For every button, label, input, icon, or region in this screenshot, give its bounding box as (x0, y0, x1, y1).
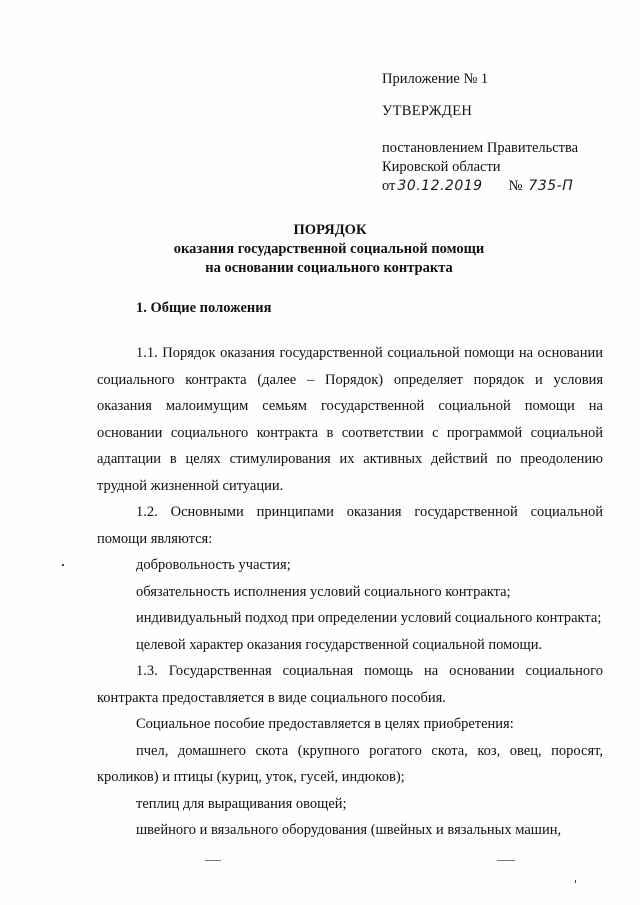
decree-line-2: Кировской области (382, 159, 501, 175)
date-prefix: от (382, 178, 396, 194)
approval-block (382, 70, 632, 196)
list-item-bees: пчел, домашнего скота (крупного рогатого скота, коз, овец, поросят, кроликов) и птицы (куриц, уток, гусей, индюков); (97, 742, 603, 785)
scan-speck (62, 564, 64, 566)
list-item-individual: индивидуальный подход при определении условий социального контракта; (136, 610, 602, 626)
decree-date-line (382, 177, 632, 196)
approved-label: УТВЕРЖДЕН (382, 103, 473, 119)
decree-number-label: № (508, 178, 523, 194)
scan-speck (575, 880, 576, 883)
list-item-sewing: швейного и вязального оборудования (швейных и вязальных машин, (136, 822, 562, 838)
section-heading: 1. Общие положения (136, 300, 272, 316)
document-subtitle-1: оказания государственной социальной помощи (173, 241, 485, 257)
document-subtitle-2: на основании социального контракта (205, 260, 453, 276)
scan-dash (205, 860, 221, 861)
document-body (97, 340, 603, 844)
decree-number: 735-П (528, 178, 574, 194)
document-title-block (0, 221, 640, 278)
decree-date: 30.12.2019 (397, 178, 483, 194)
list-item-mandatory: обязательность исполнения условий социального контракта; (136, 583, 511, 600)
scan-dash (497, 860, 515, 861)
paragraph-1-3: 1.3. Государственная социальная помощь на основании социального контракта предоставляется в виде социального пособия. (97, 663, 603, 706)
paragraph-1-1: 1.1. Порядок оказания государственной социальной помощи на основании социального контракта (далее – Порядок) определяет порядок и условия оказания малоимущим семьям государственной социальной помощи на основании социального контракта в соответствии с программой социальной адаптации в целях стимулирования их активных действий по преодолению трудной жизненной ситуации. (97, 345, 603, 494)
list-item-greenhouses: теплиц для выращивания овощей; (136, 795, 347, 812)
paragraph-purpose: Социальное пособие предоставляется в целях приобретения: (136, 716, 514, 732)
appendix-label: Приложение № 1 (382, 71, 489, 87)
list-item-targeted: целевой характер оказания государственной социальной помощи. (136, 636, 543, 653)
decree-line-1: постановлением Правительства (382, 140, 579, 156)
list-item-voluntary: добровольность участия; (136, 557, 291, 573)
paragraph-1-2: 1.2. Основными принципами оказания государственной социальной помощи являются: (97, 504, 603, 547)
document-title: ПОРЯДОК (293, 222, 367, 238)
